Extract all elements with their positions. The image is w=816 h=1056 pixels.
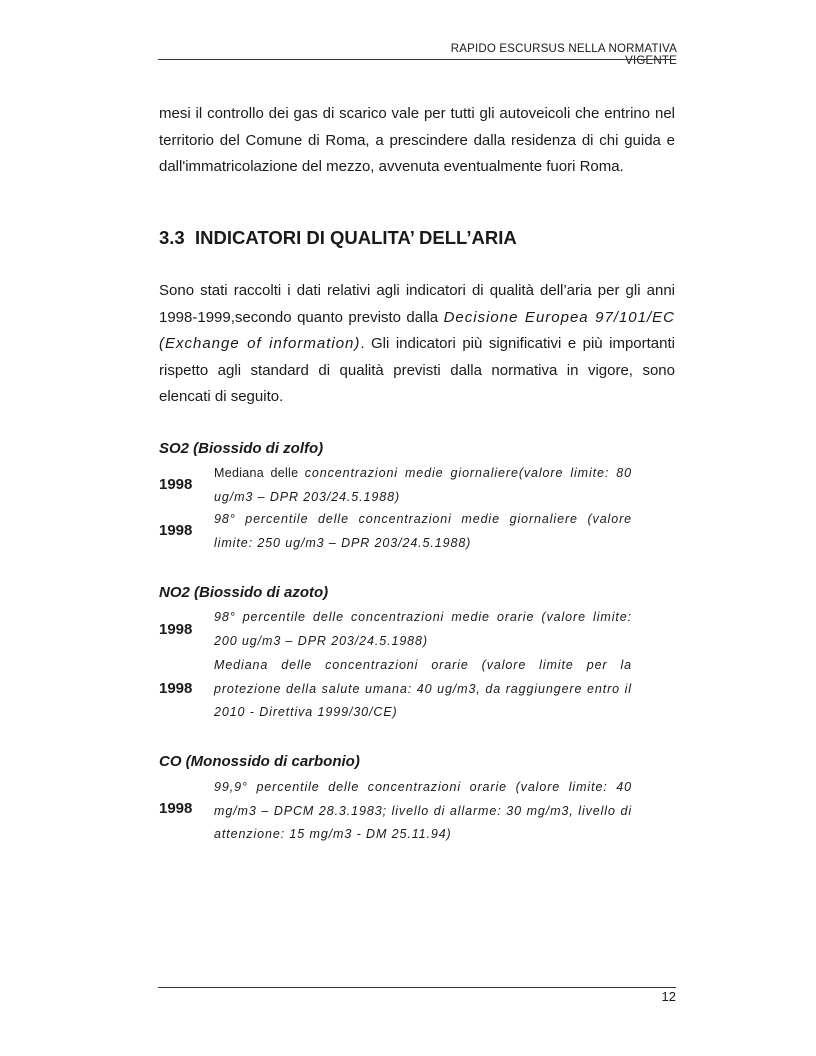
indicator-desc: concentrazioni medie giornaliere(valore limite: 80 ug/m3 – DPR 203/24.5.1988)	[214, 466, 632, 504]
indicator-text: Mediana delle concentrazioni orarie (valore limite per la protezione della salute umana: 40 ug/m3, da raggiungere entro il 2010 - Direttiva 1999/30/CE)	[214, 658, 632, 719]
intro-paragraph: mesi il controllo dei gas di scarico vale per tutti gli autoveicoli che entrino nel territorio del Comune di Roma, a prescindere dalla residenza di chi guida e dall'immatricolazione del mezzo, avvenuta eventualmente fuori Roma.	[159, 105, 675, 175]
indicator-text: 98° percentile delle concentrazioni medie giornaliere (valore limite: 250 ug/m3 – DPR 203/24.5.1988)	[214, 512, 632, 550]
group-heading-so2: SO2 (Biossido di zolfo)	[159, 440, 324, 457]
indicator-year: 1998	[159, 800, 193, 817]
group-heading-no2: NO2 (Biossido di azoto)	[159, 584, 329, 601]
indicator-year: 1998	[159, 621, 193, 638]
indicator-text	[214, 462, 632, 509]
section-paragraph	[159, 278, 675, 411]
section-title: INDICATORI DI QUALITA’ DELL’ARIA	[195, 227, 517, 248]
footer-rule	[158, 987, 676, 988]
indicator-year: 1998	[159, 476, 193, 493]
indicator-year: 1998	[159, 680, 193, 697]
indicator-text: 99,9° percentile delle concentrazioni orarie (valore limite: 40 mg/m3 – DPCM 28.3.1983; livello di allarme: 30 mg/m3, livello di attenzione: 15 mg/m3 - DM 25.11.94)	[214, 780, 632, 841]
section-number: 3.3	[159, 227, 185, 248]
indicator-year: 1998	[159, 522, 193, 539]
indicator-text: 98° percentile delle concentrazioni medie orarie (valore limite: 200 ug/m3 – DPR 203/24.5.1988)	[214, 610, 632, 648]
header-rule	[158, 59, 676, 60]
indicator-lead: Mediana delle	[214, 466, 305, 480]
group-heading-co: CO (Monossido di carbonio)	[159, 753, 360, 770]
section-paragraph-part2: . Gli indicatori più significativi e più importanti rispetto agli standard di qualità previsti dalla normativa in vigore, sono elencati di seguito.	[159, 335, 675, 405]
running-header: RAPIDO ESCURSUS NELLA NORMATIVA VIGENTE	[450, 43, 677, 67]
section-paragraph-part1: Sono stati raccolti i dati relativi agli indicatori di qualità dell’aria per gli anni 1998-1999,secondo quanto previsto dalla	[159, 282, 675, 326]
section-paragraph-italic: Decisione Europea 97/101/EC (Exchange of information)	[159, 308, 675, 352]
page-number: 12	[661, 989, 676, 1004]
section-heading	[159, 227, 517, 249]
